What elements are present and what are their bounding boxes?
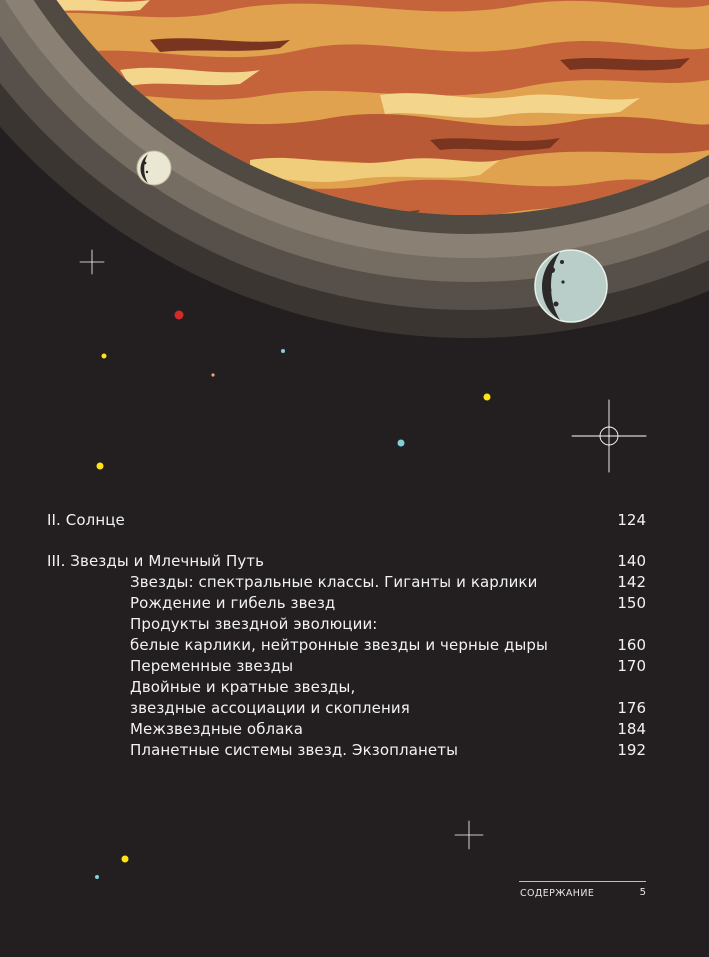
large-moon	[535, 250, 607, 322]
toc-entry-title[interactable]: Межзвездные облака	[130, 720, 303, 738]
toc-entry-page: 176	[617, 699, 646, 717]
footer-rule	[519, 881, 646, 882]
toc-entry-page: 160	[617, 636, 646, 654]
toc-section-page: 140	[617, 552, 646, 570]
toc-section-page: 124	[617, 511, 646, 529]
toc-entry-page: 142	[617, 573, 646, 591]
toc-entry-title[interactable]: Рождение и гибель звезд	[130, 594, 336, 612]
toc-section-title[interactable]: III. Звезды и Млечный Путь	[47, 552, 265, 570]
toc-entry-title[interactable]: Продукты звездной эволюции:	[130, 615, 378, 633]
toc-entry-title-continued[interactable]: белые карлики, нейтронные звезды и черные дыры	[130, 636, 548, 654]
toc-section-title[interactable]: II. Солнце	[47, 511, 125, 529]
toc-entry-title[interactable]: Двойные и кратные звезды,	[130, 678, 356, 696]
toc-entry-page: 184	[617, 720, 646, 738]
toc-entry-page: 192	[617, 741, 646, 759]
toc-entry-title-continued[interactable]: звездные ассоциации и скопления	[130, 699, 410, 717]
page-number: 5	[639, 887, 646, 898]
toc-entry-title[interactable]: Звезды: спектральные классы. Гиганты и карлики	[130, 573, 538, 591]
toc-entry-page: 150	[617, 594, 646, 612]
toc-entry-page: 170	[617, 657, 646, 675]
running-footer-label: СОДЕРЖАНИЕ	[520, 888, 595, 899]
toc-entry-title[interactable]: Переменные звезды	[130, 657, 294, 675]
small-moon	[137, 151, 171, 185]
toc-entry-title[interactable]: Планетные системы звезд. Экзопланеты	[130, 741, 459, 759]
